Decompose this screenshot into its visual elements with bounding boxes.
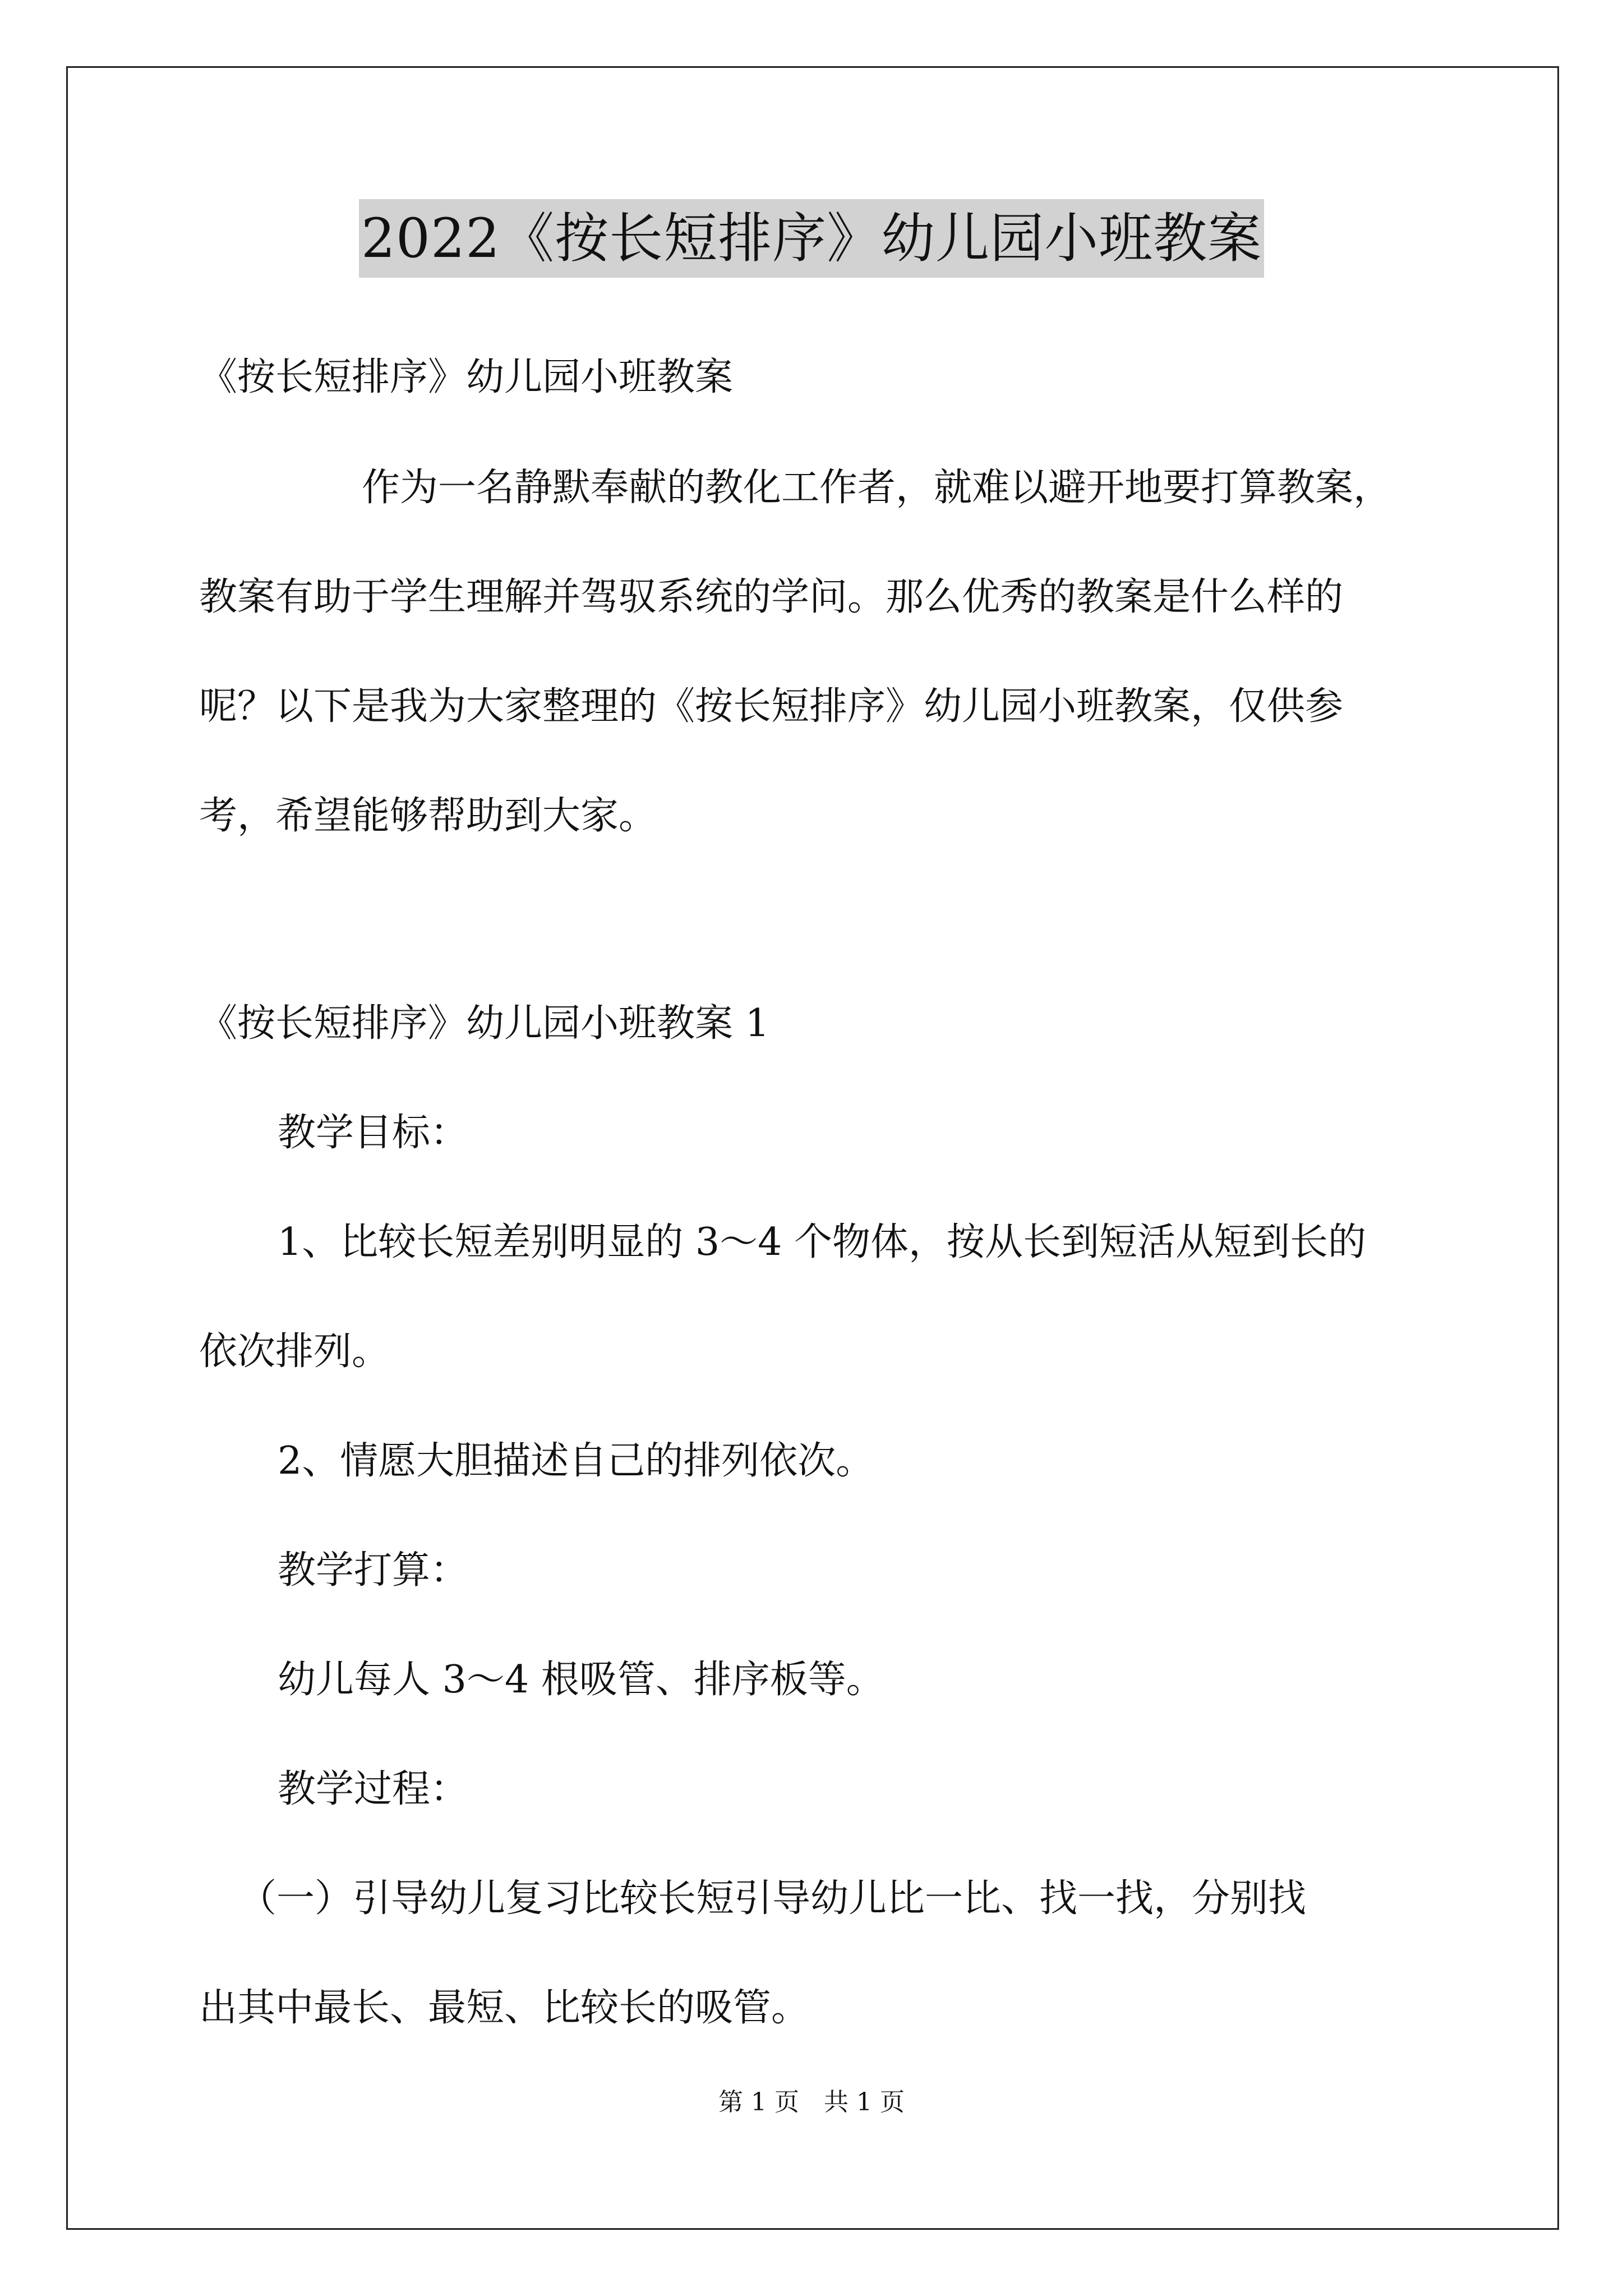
body-line-5: 教学打算： [278, 1548, 469, 1593]
title-container [0, 199, 1623, 278]
body-line-2: 1、比较长短差别明显的 3～4 个物体，按从长到短活从短到长的 [278, 1220, 1367, 1264]
intro-line-4: 考，希望能够帮助到大家。 [199, 794, 657, 838]
section-heading: 《按长短排序》幼儿园小班教案 1 [199, 1001, 769, 1046]
document-title: 2022《按长短排序》幼儿园小班教案 [359, 199, 1264, 278]
intro-line-2: 教案有助于学生理解并驾驭系统的学问。那么优秀的教案是什么样的 [199, 575, 1344, 619]
body-line-3: 依次排列。 [199, 1329, 390, 1374]
page-footer: 第 1 页 共 1 页 [718, 2088, 905, 2116]
intro-line-3: 呢？以下是我为大家整理的《按长短排序》幼儿园小班教案，仅供参 [199, 684, 1344, 729]
body-line-9: 出其中最长、最短、比较长的吸管。 [199, 1986, 810, 2030]
subtitle: 《按长短排序》幼儿园小班教案 [199, 355, 734, 399]
body-line-1: 教学目标： [278, 1111, 469, 1155]
body-line-7: 教学过程： [278, 1767, 469, 1811]
body-line-4: 2、情愿大胆描述自己的排列依次。 [278, 1439, 874, 1483]
body-line-6: 幼儿每人 3～4 根吸管、排序板等。 [278, 1658, 884, 1702]
intro-line-1: 作为一名静默奉献的教化工作者，就难以避开地要打算教案， [362, 466, 1392, 510]
body-line-8: （一）引导幼儿复习比较长短引导幼儿比一比、找一找，分别找 [238, 1876, 1307, 1921]
